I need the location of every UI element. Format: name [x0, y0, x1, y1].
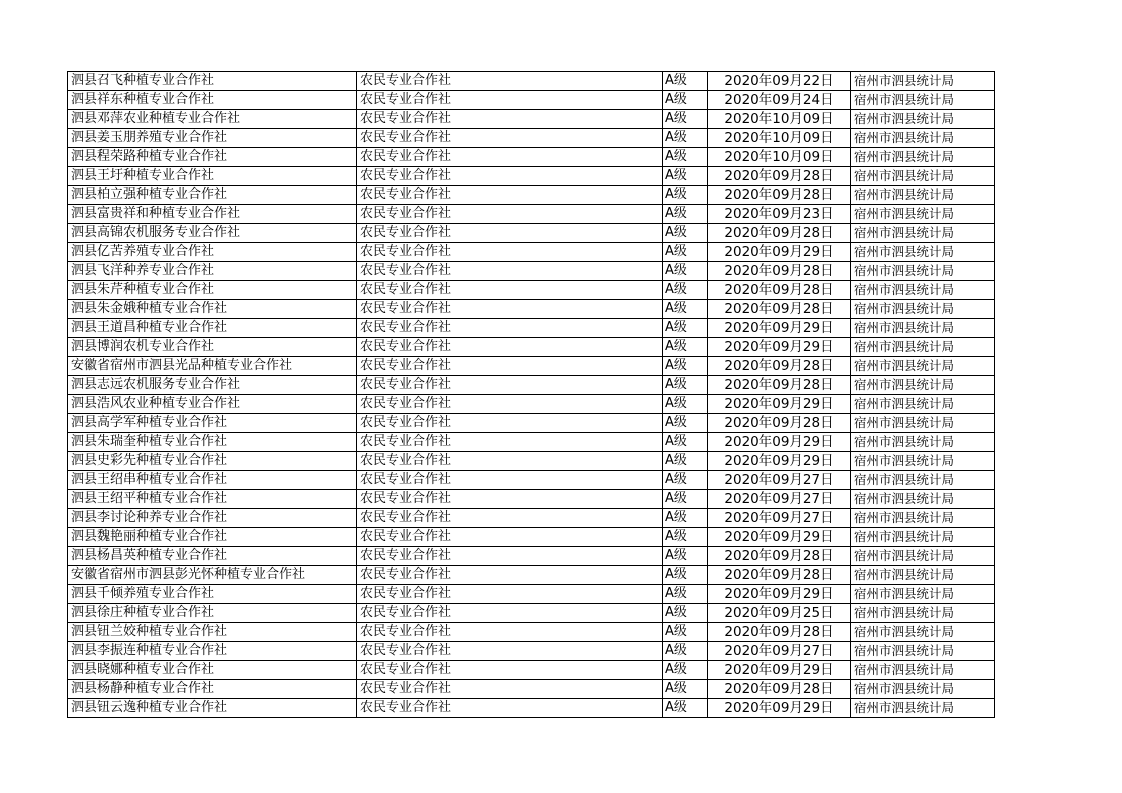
- table-row: [68, 490, 995, 509]
- rating-office-cell: 宿州市泗县统计局: [851, 72, 995, 91]
- rating-date-cell: 2020年09月27日: [708, 490, 851, 509]
- table-row: [68, 338, 995, 357]
- cooperative-name-cell: 泗县姜玉朋养殖专业合作社: [68, 129, 357, 148]
- rating-office-cell: 宿州市泗县统计局: [851, 110, 995, 129]
- cooperative-name-cell: 泗县王道昌种植专业合作社: [68, 319, 357, 338]
- organization-type-cell: 农民专业合作社: [357, 490, 663, 509]
- cooperative-name-cell: 泗县高锦农机服务专业合作社: [68, 224, 357, 243]
- rating-office-cell: 宿州市泗县统计局: [851, 452, 995, 471]
- credit-level-cell: A级: [663, 91, 708, 110]
- credit-level-cell: A级: [663, 528, 708, 547]
- rating-date-cell: 2020年09月29日: [708, 433, 851, 452]
- cooperative-name-cell: 泗县召飞种植专业合作社: [68, 72, 357, 91]
- rating-date-cell: 2020年09月28日: [708, 262, 851, 281]
- cooperative-name-cell: 泗县亿苦养殖专业合作社: [68, 243, 357, 262]
- rating-date-cell: 2020年09月28日: [708, 680, 851, 699]
- table-row: [68, 547, 995, 566]
- organization-type-cell: 农民专业合作社: [357, 471, 663, 490]
- cooperative-name-cell: 泗县王绍平种植专业合作社: [68, 490, 357, 509]
- table-row: [68, 243, 995, 262]
- table-row: [68, 110, 995, 129]
- credit-level-cell: A级: [663, 338, 708, 357]
- table-row: [68, 357, 995, 376]
- cooperative-name-cell: 泗县杨昌英种植专业合作社: [68, 547, 357, 566]
- credit-level-cell: A级: [663, 224, 708, 243]
- organization-type-cell: 农民专业合作社: [357, 148, 663, 167]
- credit-level-cell: A级: [663, 281, 708, 300]
- rating-office-cell: 宿州市泗县统计局: [851, 91, 995, 110]
- cooperative-name-cell: 泗县史彩先种植专业合作社: [68, 452, 357, 471]
- rating-date-cell: 2020年09月28日: [708, 376, 851, 395]
- rating-office-cell: 宿州市泗县统计局: [851, 243, 995, 262]
- rating-date-cell: 2020年09月29日: [708, 319, 851, 338]
- credit-level-cell: A级: [663, 376, 708, 395]
- rating-office-cell: 宿州市泗县统计局: [851, 566, 995, 585]
- rating-office-cell: 宿州市泗县统计局: [851, 661, 995, 680]
- rating-office-cell: 宿州市泗县统计局: [851, 205, 995, 224]
- credit-level-cell: A级: [663, 243, 708, 262]
- rating-date-cell: 2020年09月27日: [708, 642, 851, 661]
- cooperative-name-cell: 泗县魏艳丽种植专业合作社: [68, 528, 357, 547]
- credit-level-cell: A级: [663, 433, 708, 452]
- organization-type-cell: 农民专业合作社: [357, 243, 663, 262]
- rating-office-cell: 宿州市泗县统计局: [851, 528, 995, 547]
- rating-office-cell: 宿州市泗县统计局: [851, 680, 995, 699]
- rating-date-cell: 2020年09月28日: [708, 357, 851, 376]
- cooperative-name-cell: 泗县富贵祥和种植专业合作社: [68, 205, 357, 224]
- rating-office-cell: 宿州市泗县统计局: [851, 604, 995, 623]
- credit-level-cell: A级: [663, 205, 708, 224]
- organization-type-cell: 农民专业合作社: [357, 433, 663, 452]
- credit-level-cell: A级: [663, 110, 708, 129]
- cooperative-name-cell: 泗县李振连种植专业合作社: [68, 642, 357, 661]
- rating-date-cell: 2020年09月28日: [708, 186, 851, 205]
- credit-level-cell: A级: [663, 509, 708, 528]
- rating-office-cell: 宿州市泗县统计局: [851, 699, 995, 718]
- rating-office-cell: 宿州市泗县统计局: [851, 224, 995, 243]
- credit-level-cell: A级: [663, 357, 708, 376]
- credit-level-cell: A级: [663, 452, 708, 471]
- cooperative-name-cell: 泗县李讨论种养专业合作社: [68, 509, 357, 528]
- table-row: [68, 661, 995, 680]
- table-row: [68, 395, 995, 414]
- rating-office-cell: 宿州市泗县统计局: [851, 281, 995, 300]
- rating-date-cell: 2020年09月29日: [708, 338, 851, 357]
- table-row: [68, 623, 995, 642]
- rating-office-cell: 宿州市泗县统计局: [851, 433, 995, 452]
- rating-date-cell: 2020年10月09日: [708, 129, 851, 148]
- cooperative-name-cell: 泗县博润农机专业合作社: [68, 338, 357, 357]
- table-row: [68, 433, 995, 452]
- rating-office-cell: 宿州市泗县统计局: [851, 319, 995, 338]
- cooperative-name-cell: 泗县高学军种植专业合作社: [68, 414, 357, 433]
- table-row: [68, 72, 995, 91]
- rating-date-cell: 2020年09月28日: [708, 623, 851, 642]
- rating-date-cell: 2020年10月09日: [708, 110, 851, 129]
- rating-date-cell: 2020年09月25日: [708, 604, 851, 623]
- table-row: [68, 148, 995, 167]
- organization-type-cell: 农民专业合作社: [357, 680, 663, 699]
- table-row: [68, 642, 995, 661]
- organization-type-cell: 农民专业合作社: [357, 585, 663, 604]
- rating-date-cell: 2020年09月29日: [708, 395, 851, 414]
- rating-date-cell: 2020年09月29日: [708, 699, 851, 718]
- rating-date-cell: 2020年09月24日: [708, 91, 851, 110]
- cooperative-rating-table: [67, 71, 995, 718]
- rating-office-cell: 宿州市泗县统计局: [851, 262, 995, 281]
- cooperative-name-cell: 泗县朱金娥种植专业合作社: [68, 300, 357, 319]
- credit-level-cell: A级: [663, 167, 708, 186]
- credit-level-cell: A级: [663, 148, 708, 167]
- table-body: [68, 72, 995, 718]
- credit-level-cell: A级: [663, 129, 708, 148]
- organization-type-cell: 农民专业合作社: [357, 699, 663, 718]
- rating-date-cell: 2020年09月29日: [708, 452, 851, 471]
- table-row: [68, 129, 995, 148]
- credit-level-cell: A级: [663, 72, 708, 91]
- organization-type-cell: 农民专业合作社: [357, 72, 663, 91]
- credit-level-cell: A级: [663, 300, 708, 319]
- cooperative-name-cell: 泗县浩风农业种植专业合作社: [68, 395, 357, 414]
- cooperative-name-cell: 泗县柏立强种植专业合作社: [68, 186, 357, 205]
- credit-level-cell: A级: [663, 680, 708, 699]
- organization-type-cell: 农民专业合作社: [357, 528, 663, 547]
- rating-office-cell: 宿州市泗县统计局: [851, 471, 995, 490]
- cooperative-name-cell: 泗县飞洋种养专业合作社: [68, 262, 357, 281]
- rating-date-cell: 2020年09月29日: [708, 528, 851, 547]
- rating-office-cell: 宿州市泗县统计局: [851, 186, 995, 205]
- organization-type-cell: 农民专业合作社: [357, 642, 663, 661]
- credit-level-cell: A级: [663, 262, 708, 281]
- organization-type-cell: 农民专业合作社: [357, 91, 663, 110]
- credit-level-cell: A级: [663, 547, 708, 566]
- rating-office-cell: 宿州市泗县统计局: [851, 490, 995, 509]
- organization-type-cell: 农民专业合作社: [357, 604, 663, 623]
- credit-level-cell: A级: [663, 604, 708, 623]
- table-row: [68, 319, 995, 338]
- table-row: [68, 414, 995, 433]
- rating-date-cell: 2020年09月29日: [708, 585, 851, 604]
- organization-type-cell: 农民专业合作社: [357, 414, 663, 433]
- organization-type-cell: 农民专业合作社: [357, 300, 663, 319]
- organization-type-cell: 农民专业合作社: [357, 110, 663, 129]
- rating-date-cell: 2020年09月27日: [708, 509, 851, 528]
- table-row: [68, 452, 995, 471]
- cooperative-name-cell: 泗县徐庄种植专业合作社: [68, 604, 357, 623]
- cooperative-name-cell: 泗县晓娜种植专业合作社: [68, 661, 357, 680]
- rating-office-cell: 宿州市泗县统计局: [851, 395, 995, 414]
- organization-type-cell: 农民专业合作社: [357, 509, 663, 528]
- organization-type-cell: 农民专业合作社: [357, 661, 663, 680]
- cooperative-name-cell: 泗县邓萍农业种植专业合作社: [68, 110, 357, 129]
- table-row: [68, 680, 995, 699]
- credit-level-cell: A级: [663, 661, 708, 680]
- table-row: [68, 91, 995, 110]
- credit-level-cell: A级: [663, 642, 708, 661]
- cooperative-name-cell: 泗县王绍串种植专业合作社: [68, 471, 357, 490]
- rating-office-cell: 宿州市泗县统计局: [851, 585, 995, 604]
- rating-office-cell: 宿州市泗县统计局: [851, 414, 995, 433]
- cooperative-name-cell: 泗县朱芹种植专业合作社: [68, 281, 357, 300]
- rating-office-cell: 宿州市泗县统计局: [851, 623, 995, 642]
- rating-date-cell: 2020年09月28日: [708, 167, 851, 186]
- organization-type-cell: 农民专业合作社: [357, 452, 663, 471]
- cooperative-name-cell: 泗县志远农机服务专业合作社: [68, 376, 357, 395]
- rating-date-cell: 2020年09月23日: [708, 205, 851, 224]
- table-row: [68, 205, 995, 224]
- rating-office-cell: 宿州市泗县统计局: [851, 642, 995, 661]
- rating-office-cell: 宿州市泗县统计局: [851, 300, 995, 319]
- credit-level-cell: A级: [663, 585, 708, 604]
- cooperative-name-cell: 泗县钮云逸种植专业合作社: [68, 699, 357, 718]
- rating-date-cell: 2020年09月28日: [708, 566, 851, 585]
- rating-office-cell: 宿州市泗县统计局: [851, 167, 995, 186]
- rating-date-cell: 2020年09月28日: [708, 281, 851, 300]
- credit-level-cell: A级: [663, 699, 708, 718]
- organization-type-cell: 农民专业合作社: [357, 129, 663, 148]
- cooperative-name-cell: 安徽省宿州市泗县彭光怀种植专业合作社: [68, 566, 357, 585]
- table-row: [68, 167, 995, 186]
- cooperative-name-cell: 安徽省宿州市泗县光品种植专业合作社: [68, 357, 357, 376]
- cooperative-name-cell: 泗县千倾养殖专业合作社: [68, 585, 357, 604]
- organization-type-cell: 农民专业合作社: [357, 262, 663, 281]
- credit-level-cell: A级: [663, 471, 708, 490]
- rating-office-cell: 宿州市泗县统计局: [851, 357, 995, 376]
- credit-level-cell: A级: [663, 623, 708, 642]
- table-row: [68, 528, 995, 547]
- organization-type-cell: 农民专业合作社: [357, 319, 663, 338]
- organization-type-cell: 农民专业合作社: [357, 547, 663, 566]
- rating-date-cell: 2020年09月29日: [708, 661, 851, 680]
- credit-level-cell: A级: [663, 566, 708, 585]
- credit-level-cell: A级: [663, 490, 708, 509]
- organization-type-cell: 农民专业合作社: [357, 205, 663, 224]
- rating-office-cell: 宿州市泗县统计局: [851, 148, 995, 167]
- table-row: [68, 566, 995, 585]
- table-row: [68, 471, 995, 490]
- cooperative-name-cell: 泗县钮兰姣种植专业合作社: [68, 623, 357, 642]
- rating-date-cell: 2020年09月28日: [708, 547, 851, 566]
- cooperative-name-cell: 泗县朱瑞奎种植专业合作社: [68, 433, 357, 452]
- credit-level-cell: A级: [663, 319, 708, 338]
- credit-level-cell: A级: [663, 414, 708, 433]
- organization-type-cell: 农民专业合作社: [357, 281, 663, 300]
- organization-type-cell: 农民专业合作社: [357, 376, 663, 395]
- table-row: [68, 585, 995, 604]
- cooperative-name-cell: 泗县祥东种植专业合作社: [68, 91, 357, 110]
- organization-type-cell: 农民专业合作社: [357, 395, 663, 414]
- rating-date-cell: 2020年10月09日: [708, 148, 851, 167]
- rating-office-cell: 宿州市泗县统计局: [851, 547, 995, 566]
- organization-type-cell: 农民专业合作社: [357, 623, 663, 642]
- table-row: [68, 262, 995, 281]
- rating-office-cell: 宿州市泗县统计局: [851, 376, 995, 395]
- organization-type-cell: 农民专业合作社: [357, 167, 663, 186]
- table-row: [68, 186, 995, 205]
- credit-level-cell: A级: [663, 395, 708, 414]
- rating-office-cell: 宿州市泗县统计局: [851, 338, 995, 357]
- rating-office-cell: 宿州市泗县统计局: [851, 129, 995, 148]
- cooperative-name-cell: 泗县王圩种植专业合作社: [68, 167, 357, 186]
- table-row: [68, 300, 995, 319]
- table-row: [68, 509, 995, 528]
- organization-type-cell: 农民专业合作社: [357, 566, 663, 585]
- credit-level-cell: A级: [663, 186, 708, 205]
- table-row: [68, 281, 995, 300]
- table-row: [68, 376, 995, 395]
- rating-date-cell: 2020年09月22日: [708, 72, 851, 91]
- organization-type-cell: 农民专业合作社: [357, 186, 663, 205]
- table-row: [68, 604, 995, 623]
- rating-date-cell: 2020年09月29日: [708, 243, 851, 262]
- cooperative-name-cell: 泗县杨静种植专业合作社: [68, 680, 357, 699]
- organization-type-cell: 农民专业合作社: [357, 338, 663, 357]
- rating-date-cell: 2020年09月28日: [708, 414, 851, 433]
- organization-type-cell: 农民专业合作社: [357, 357, 663, 376]
- table-row: [68, 224, 995, 243]
- rating-date-cell: 2020年09月28日: [708, 224, 851, 243]
- rating-date-cell: 2020年09月28日: [708, 300, 851, 319]
- table-row: [68, 699, 995, 718]
- organization-type-cell: 农民专业合作社: [357, 224, 663, 243]
- cooperative-name-cell: 泗县程荣路种植专业合作社: [68, 148, 357, 167]
- rating-office-cell: 宿州市泗县统计局: [851, 509, 995, 528]
- rating-date-cell: 2020年09月27日: [708, 471, 851, 490]
